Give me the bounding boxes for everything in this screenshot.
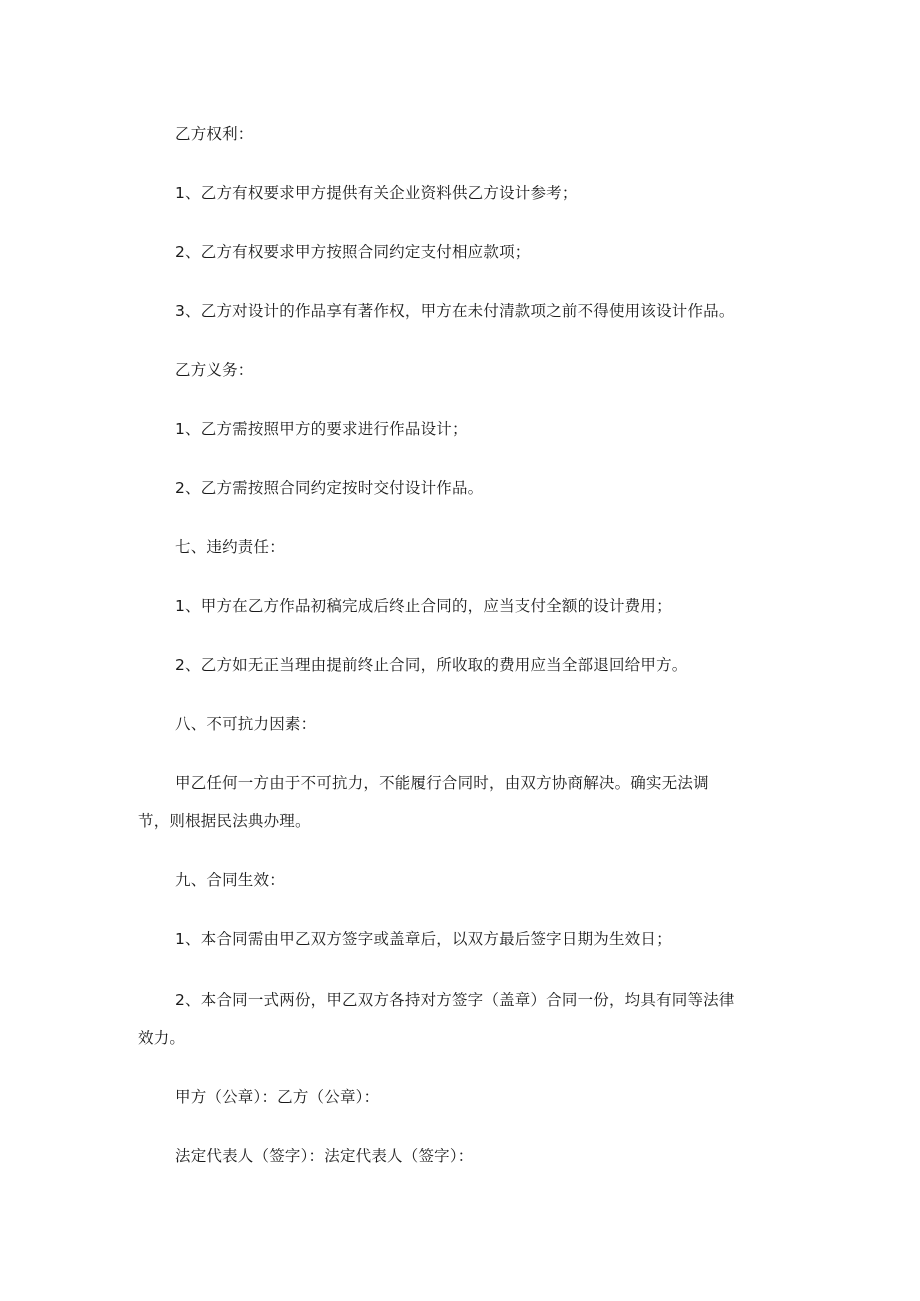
section-9-item: 2、本合同一式两份，甲乙双方各持对方签字（盖章）合同一份，均具有同等法律: [175, 991, 735, 1009]
section-8-heading: 八、不可抗力因素：: [175, 715, 317, 733]
party-b-right-item: 3、乙方对设计的作品享有著作权，甲方在未付清款项之前不得使用该设计作品。: [175, 302, 735, 320]
section-7-item: 2、乙方如无正当理由提前终止合同，所收取的费用应当全部退回给甲方。: [175, 656, 688, 674]
party-b-obligation-item: 2、乙方需按照合同约定按时交付设计作品。: [175, 479, 484, 497]
party-b-right-item: 2、乙方有权要求甲方按照合同约定支付相应款项；: [175, 243, 531, 261]
party-b-right-item: 1、乙方有权要求甲方提供有关企业资料供乙方设计参考；: [175, 184, 578, 202]
section-9-item: 1、本合同需由甲乙双方签字或盖章后，以双方最后签字日期为生效日；: [175, 930, 672, 948]
party-b-obligation-item: 1、乙方需按照甲方的要求进行作品设计；: [175, 420, 468, 438]
signature-line: 法定代表人（签字）：法定代表人（签字）：: [175, 1147, 474, 1165]
party-b-obligations-heading: 乙方义务：: [175, 361, 254, 379]
section-8-text-line: 节，则根据民法典办理。: [138, 812, 311, 830]
party-b-rights-heading: 乙方权利：: [175, 125, 254, 143]
section-7-item: 1、甲方在乙方作品初稿完成后终止合同的，应当支付全额的设计费用；: [175, 597, 672, 615]
section-9-item-continuation: 效力。: [138, 1029, 186, 1047]
section-9-heading: 九、合同生效：: [175, 871, 285, 889]
seal-line: 甲方（公章）：乙方（公章）：: [175, 1088, 380, 1106]
section-7-heading: 七、违约责任：: [175, 538, 285, 556]
section-8-text-line: 甲乙任何一方由于不可抗力，不能履行合同时，由双方协商解决。确实无法调: [175, 774, 709, 792]
